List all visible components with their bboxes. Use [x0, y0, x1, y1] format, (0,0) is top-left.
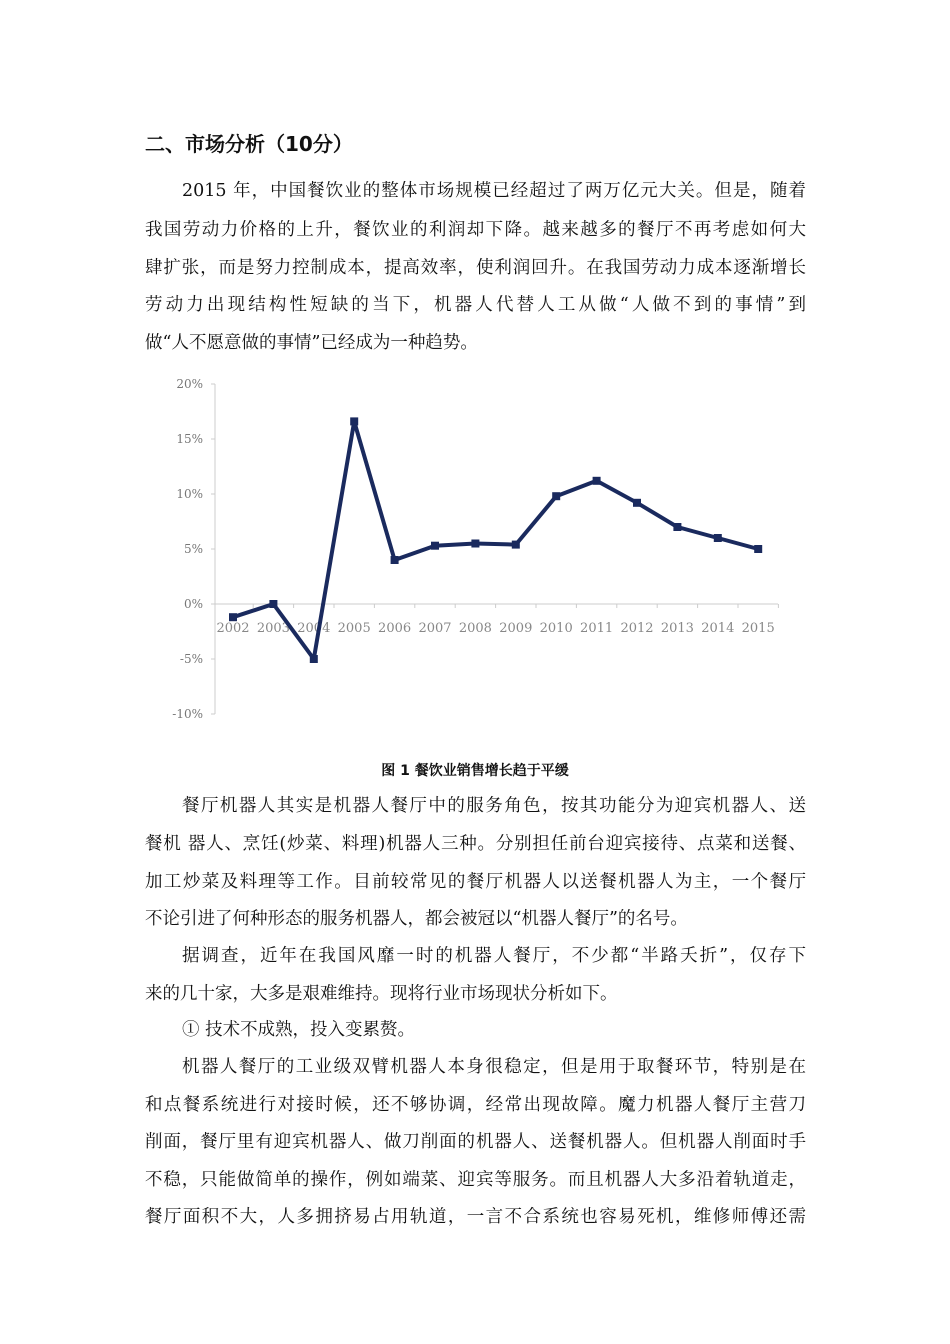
data-point-marker — [552, 492, 560, 500]
y-tick-label: 0% — [183, 597, 203, 611]
x-tick-label: 2004 — [297, 621, 331, 636]
figure-caption: 图 1 餐饮业销售增长趋于平缓 — [381, 763, 569, 779]
data-point-marker — [431, 542, 439, 550]
y-tick-label: -10% — [172, 707, 203, 721]
x-tick-label: 2008 — [458, 621, 492, 636]
data-point-marker — [714, 534, 722, 542]
x-tick-label: 2014 — [701, 621, 735, 636]
paragraph-line: 肆扩张，而是努力控制成本，提高效率，使利润回升。在我国劳动力成本逐渐增长 — [145, 258, 806, 278]
section-title: 二、市场分析（10分） — [145, 132, 353, 156]
paragraph-line: 餐机 器人、烹饪(炒菜、料理)机器人三种。分别担任前台迎宾接待、点菜和送餐、 — [145, 834, 806, 854]
x-tick-label: 2003 — [256, 621, 290, 636]
paragraph-line: 我国劳动力价格的上升，餐饮业的利润却下降。越来越多的餐厅不再考虑如何大 — [145, 220, 806, 240]
paragraph-line: 来的几十家，大多是艰难维持。现将行业市场现状分析如下。 — [145, 984, 618, 1004]
paragraph-line: 机器人餐厅的工业级双臂机器人本身很稳定，但是用于取餐环节，特别是在 — [182, 1057, 806, 1077]
paragraph-line: 据调查，近年在我国风靡一时的机器人餐厅，不少都“半路夭折”，仅存下 — [182, 946, 806, 966]
paragraph-line: 不稳，只能做简单的操作，例如端菜、迎宾等服务。而且机器人大多沿着轨道走， — [145, 1170, 806, 1190]
y-tick-label: 5% — [183, 542, 203, 556]
x-tick-label: 2009 — [499, 621, 533, 636]
x-tick-label: 2002 — [216, 621, 250, 636]
paragraph-line: 削面，餐厅里有迎宾机器人、做刀削面的机器人、送餐机器人。但机器人削面时手 — [145, 1132, 806, 1152]
x-tick-label: 2013 — [660, 621, 694, 636]
x-tick-label: 2011 — [580, 621, 614, 636]
paragraph-line: 劳动力出现结构性短缺的当下，机器人代替人工从做“人做不到的事情”到 — [145, 295, 806, 315]
paragraph-line: 不论引进了何种形态的服务机器人，都会被冠以“机器人餐厅”的名号。 — [145, 909, 688, 929]
x-tick-label: 2010 — [539, 621, 573, 636]
data-point-marker — [673, 523, 681, 531]
data-point-marker — [391, 556, 399, 564]
list-item: ① 技术不成熟，投入变累赘。 — [182, 1020, 416, 1040]
y-tick-label: -5% — [179, 652, 203, 666]
data-point-marker — [471, 540, 479, 548]
data-point-marker — [512, 541, 520, 549]
data-point-marker — [754, 545, 762, 553]
paragraph-line: 和点餐系统进行对接时候，还不够协调，经常出现故障。魔力机器人餐厅主营刀 — [145, 1095, 806, 1115]
data-point-marker — [593, 477, 601, 485]
y-tick-label: 10% — [176, 487, 203, 501]
paragraph-line: 做“人不愿意做的事情”已经成为一种趋势。 — [145, 333, 478, 353]
data-point-marker — [350, 417, 358, 425]
data-point-marker — [310, 655, 318, 663]
y-tick-label: 20% — [176, 377, 203, 391]
y-tick-label: 15% — [176, 432, 203, 446]
x-tick-label: 2007 — [418, 621, 452, 636]
paragraph-line: 餐厅机器人其实是机器人餐厅中的服务角色，按其功能分为迎宾机器人、送 — [182, 796, 806, 816]
x-tick-label: 2012 — [620, 621, 654, 636]
x-tick-label: 2006 — [378, 621, 412, 636]
paragraph-line: 2015 年，中国餐饮业的整体市场规模已经超过了两万亿元大关。但是，随着 — [182, 181, 806, 201]
data-point-marker — [633, 499, 641, 507]
x-tick-label: 2015 — [741, 621, 775, 636]
paragraph-line: 餐厅面积不大，人多拥挤易占用轨道，一言不合系统也容易死机，维修师傅还需 — [145, 1207, 806, 1227]
paragraph-line: 加工炒菜及料理等工作。目前较常见的餐厅机器人以送餐机器人为主，一个餐厅 — [145, 872, 806, 892]
growth-line-chart — [160, 370, 790, 730]
x-tick-label: 2005 — [337, 621, 371, 636]
data-point-marker — [229, 613, 237, 621]
data-point-marker — [269, 600, 277, 608]
